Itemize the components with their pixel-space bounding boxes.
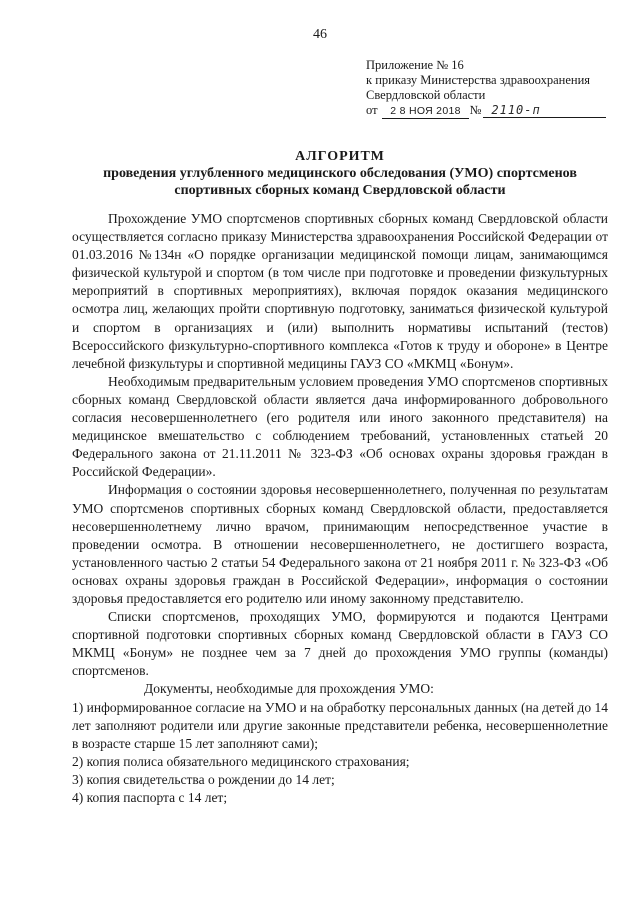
documents-list-intro: Документы, необходимые для прохождения УМО: — [144, 681, 434, 697]
order-number-handwritten: 2110-п — [483, 104, 606, 118]
paragraph-3: Информация о состоянии здоровья несовершеннолетнего, полученная по результатам УМО спортсменов спортивных сборных команд Свердловской области, предоставляется несовершеннолетнему лично врачом, принимающим непосредственное участие в проведении осмотра. В отношении несовершеннолетнего, не достигшего возраста, установленного частью 2 статьи 54 Федерального закона от 21 ноября 2011 г. № 323-ФЗ «Об основах охраны здоровья граждан в Российской Федерации», информация о состоянии здоровья предоставляется его родителю или иному законному представителю. — [72, 482, 608, 606]
paragraph-2: Необходимым предварительным условием проведения УМО спортсменов спортивных сборных команд Свердловской области является дача информированного добровольного согласия несовершеннолетнего (его родителя или иного законного представителя) на медицинское вмешательство с соблюдением требований, установленных статьей 20 Федерального закона от 21.11.2011 № 323-ФЗ «Об основах охраны здоровья граждан в Российской Федерации». — [72, 373, 608, 480]
paragraph-4: Списки спортсменов, проходящих УМО, формируются и подаются Центрами спортивной подготовки спортивных сборных команд Свердловской области в ГАУЗ СО МКМЦ «Бонум» не позднее чем за 7 дней до прохождения УМО группы (команды) спортсменов. — [72, 609, 608, 679]
number-label: № — [469, 103, 482, 117]
appendix-block — [366, 58, 606, 119]
order-date-line — [366, 103, 606, 119]
title-subtitle-line-2: спортивных сборных команд Свердловской области — [174, 183, 506, 198]
list-item: 4) копия паспорта с 14 лет; — [72, 790, 228, 805]
list-item: 1) информированное согласие на УМО и на обработку персональных данных (на детей до 14 лет заполняют родители или другие законные представители ребенка, несовершеннолетние в возрасте старше 15 лет заполняют сами); — [72, 699, 608, 751]
appendix-line-3: Свердловской области — [366, 88, 486, 102]
paragraph-1: Прохождение УМО спортсменов спортивных сборных команд Свердловской области осуществляется согласно приказу Министерства здравоохранения Российской Федерации от 01.03.2016 №134н «О порядке организации медицинской помощи лицам, занимающимся физической культурой и спортом (в том числе при подготовке и проведении физкультурных мероприятий в спортивных мероприятиях), включая порядок оказания медицинского осмотра лиц, желающих пройти спортивную подготовку, заниматься физической культурой и спортом в организациях и (или) выполнить нормативы испытаний (тестов) Всероссийского физкультурно-спортивного комплекса «Готов к труду и обороне» в Центре лечебной физкультуры и спортивной медицины ГАУЗ СО «МКМЦ «Бонум». — [72, 211, 608, 371]
document-body — [72, 210, 608, 807]
list-item: 2) копия полиса обязательного медицинского страхования; — [72, 753, 410, 769]
page-number: 46 — [313, 27, 327, 42]
appendix-line-2: к приказу Министерства здравоохранения — [366, 73, 591, 87]
from-label: от — [366, 103, 378, 117]
title-subtitle-line-1: проведения углубленного медицинского обследования (УМО) спортсменов — [103, 166, 577, 181]
title-main: АЛГОРИТМ — [295, 149, 385, 164]
document-title — [60, 148, 620, 199]
order-date-stamp: 2 8 НОЯ 2018 — [382, 105, 470, 119]
appendix-line-1: Приложение № 16 — [366, 58, 464, 72]
list-item: 3) копия свидетельства о рождении до 14 лет; — [72, 771, 335, 787]
